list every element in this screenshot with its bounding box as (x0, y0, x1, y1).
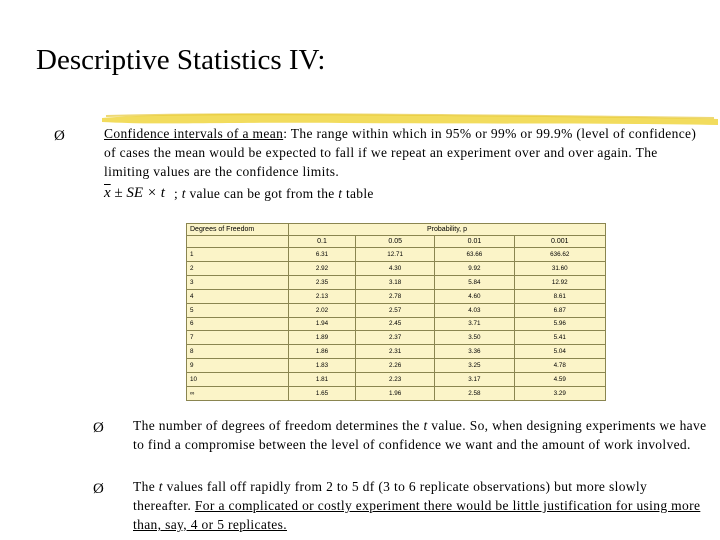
table-row (187, 275, 606, 289)
t-value-cell: 3.17 (435, 373, 514, 387)
t-value-cell: 2.02 (289, 303, 356, 317)
confidence-intervals-text: : The range within which in 95% or 99% or 99.9% (level of confidence) of cases the mean would be expected to fall if we repeat an experiment over and over again. The limiting values are the confidence limits. (104, 126, 697, 179)
t-value-cell: 4.30 (356, 261, 435, 275)
t-value-cell: 2.23 (356, 373, 435, 387)
formula-note: ; t value can be got from the t table (174, 186, 374, 201)
bullet-replicates: The t values fall off rapidly from 2 to 5 df (3 to 6 replicate observations) but more slowly thereafter. For a complicated or costly experiment there would be little justification for using more than, say, 4 or 5 replicates. (133, 479, 701, 532)
t-value-cell: 5.04 (514, 345, 605, 359)
t-value-cell: 1.94 (289, 317, 356, 331)
table-row (187, 303, 606, 317)
df-cell: 5 (187, 303, 289, 317)
t-value-cell: 9.92 (435, 261, 514, 275)
t-table (186, 223, 606, 401)
t-distribution-table (186, 223, 606, 401)
t-value-cell: 5.96 (514, 317, 605, 331)
table-row (187, 317, 606, 331)
df-cell: 8 (187, 345, 289, 359)
table-row (187, 331, 606, 345)
formula-rest: ± SE × t (110, 185, 165, 201)
t-value-cell: 1.96 (356, 387, 435, 401)
df-cell: 10 (187, 373, 289, 387)
df-cell: 4 (187, 289, 289, 303)
t-value-cell: 1.86 (289, 345, 356, 359)
t-value-cell: 1.81 (289, 373, 356, 387)
t-value-cell: 3.29 (514, 387, 605, 401)
t-value-cell: 63.66 (435, 248, 514, 262)
df-cell: 7 (187, 331, 289, 345)
probability-header-cell: 0.1 (289, 236, 356, 248)
t-value-cell: 4.03 (435, 303, 514, 317)
table-row (187, 289, 606, 303)
t-value-cell: 3.25 (435, 359, 514, 373)
bullet-arrow-icon: Ø (93, 420, 104, 436)
t-value-cell: 3.36 (435, 345, 514, 359)
t-value-cell: 1.89 (289, 331, 356, 345)
t-value-cell: 3.71 (435, 317, 514, 331)
t-value-cell: 3.50 (435, 331, 514, 345)
t-value-cell: 6.31 (289, 248, 356, 262)
t-value-cell: 4.78 (514, 359, 605, 373)
slide-title: Descriptive Statistics IV: (36, 44, 326, 76)
t-value-cell: 5.41 (514, 331, 605, 345)
df-cell: 1 (187, 248, 289, 262)
t-value-cell: 2.37 (356, 331, 435, 345)
term-confidence-intervals: Confidence intervals of a mean (104, 126, 284, 141)
table-row (187, 359, 606, 373)
t-value-cell: 1.83 (289, 359, 356, 373)
table-row (187, 345, 606, 359)
t-value-cell: 2.57 (356, 303, 435, 317)
probability-header-cell: 0.05 (356, 236, 435, 248)
table-row (187, 373, 606, 387)
df-cell: 3 (187, 275, 289, 289)
t-value-cell: 4.60 (435, 289, 514, 303)
confidence-formula (104, 185, 165, 202)
t-value-cell: 2.78 (356, 289, 435, 303)
t-value-cell: 3.18 (356, 275, 435, 289)
t-value-cell: 12.92 (514, 275, 605, 289)
replicates-note: For a complicated or costly experiment there would be little justification for using more than, say, 4 or 5 replicates. (133, 498, 701, 532)
header-probability: Probability, p (289, 224, 606, 236)
t-value-cell: 5.84 (435, 275, 514, 289)
df-cell: 9 (187, 359, 289, 373)
t-value-cell: 2.92 (289, 261, 356, 275)
probability-header-cell: 0.001 (514, 236, 605, 248)
t-value-cell: 2.58 (435, 387, 514, 401)
probability-header-cell: 0.01 (435, 236, 514, 248)
t-value-cell: 2.13 (289, 289, 356, 303)
bullet-arrow-icon: Ø (54, 128, 65, 144)
t-value-cell: 2.26 (356, 359, 435, 373)
header-degrees-of-freedom: Degrees of Freedom (187, 224, 289, 236)
t-value-cell: 1.65 (289, 387, 356, 401)
t-value-cell: 636.62 (514, 248, 605, 262)
table-row (187, 387, 606, 401)
t-value-cell: 8.61 (514, 289, 605, 303)
t-value-cell: 12.71 (356, 248, 435, 262)
df-cell: 2 (187, 261, 289, 275)
bullet-confidence-intervals (104, 124, 704, 181)
t-value-cell: 2.35 (289, 275, 356, 289)
t-value-cell: 4.59 (514, 373, 605, 387)
df-cell: ∞ (187, 387, 289, 401)
t-value-cell: 2.31 (356, 345, 435, 359)
df-cell: 6 (187, 317, 289, 331)
t-value-cell: 31.60 (514, 261, 605, 275)
table-row (187, 261, 606, 275)
bullet-arrow-icon: Ø (93, 481, 104, 497)
formula-mean: x (104, 185, 111, 201)
t-value-cell: 2.45 (356, 317, 435, 331)
table-row (187, 248, 606, 262)
t-value-cell: 6.87 (514, 303, 605, 317)
bullet-degrees-of-freedom: The number of degrees of freedom determines the t value. So, when designing experiments we have to find a compromise between the level of confidence we want and the amount of work involved. (133, 418, 707, 452)
